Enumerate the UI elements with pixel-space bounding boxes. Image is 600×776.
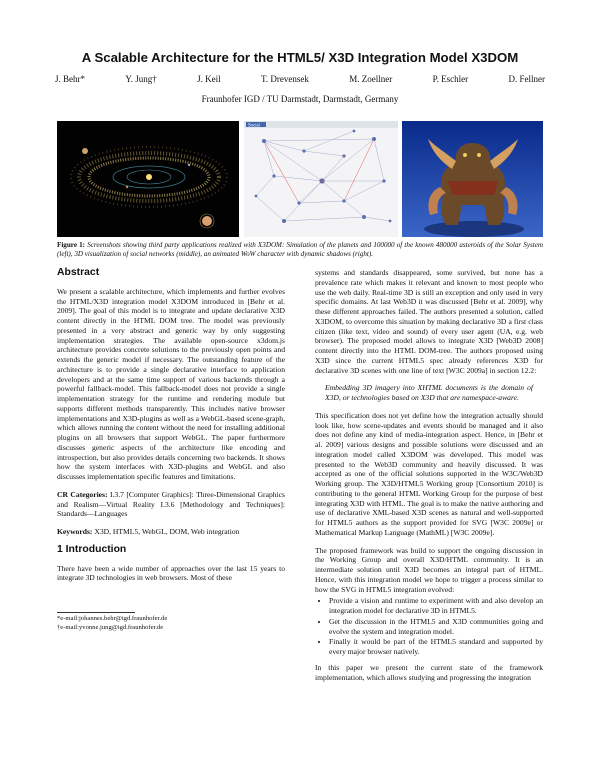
keywords [57, 527, 285, 537]
bullet-list [315, 596, 543, 657]
footnotes [57, 612, 285, 632]
paragraph: This specification does not yet define how the integration actually should look like, how scene-updates and events should be managed and it also does not define any kind of media-integration aspect. Hence, in [Behr et al. 2009] various designs and possible solutions were discussed and an integration model called X3DOM was developed. This model was presented to the Web3D community and heavily discussed. It was accepted as one of the official solutions supported in the W3C/Web3D Working group. The X3D/HTML5 Working group [Consortium 2010] is contributing to the general HTML Working Group for the purpose of best integrating X3D with HTML. The goal is to make the native authoring and use of declarative XML-based X3D scenes as natural and well-supported for HTML5 authors as the support provided for SVG [W3C 2009e] or Mathematical Markup Language (MathML) [W3C 2009e]. [315, 410, 543, 537]
list-item: • Finally it would be part of the HTML5 standard and supported by every major browser natively. [329, 637, 543, 657]
social-network-image [244, 121, 398, 237]
footnote: †e-mail:yvonne.jung@igd.fraunhofer.de [57, 623, 164, 631]
author: M. Zoellner [349, 74, 393, 84]
paragraph: In this paper we present the current state of the framework implementation, which allows studying and progressing the integration [315, 662, 543, 682]
author-list [55, 74, 545, 84]
author: Y. Jung† [125, 74, 157, 84]
figure-caption [57, 241, 543, 260]
figure-panel-solar-system [57, 121, 239, 237]
solar-system-image [57, 121, 239, 237]
caption-text: Screenshots showing third party applications realized with X3DOM: Simulation of the planets and 100000 of the known 480000 asteroids of the Solar System (left), 3D visualization of social networks (middle), an animated WoW character with dynamic shadows (right). [57, 241, 543, 259]
abstract-text: We present a scalable architecture, which implements and further evolves the HTML/X3D integration model X3DOM introduced in [Behr et al. 2009]. The goal of this model is to integrate and update declarative X3D content directly in the HTML DOM tree. The model was previously presented in a very abstract and generic way by only suggesting implementation strategies. The available open-source x3dom.js architecture provides concrete solutions to the previously open points and extends the generic model if necessary. The outstanding feature of the architecture is to provide a single declarative interface to application developers and at the same time support of various backends through a powerful fallback-model. This fallback-model does not provide a single implementation strategy for the runtime and rendering module but supports different methods transparently. This includes native browser implementations and X3D-plugins as well as a WebGL-based scene-graph, which allows running the content without the need for installing additional plugins on all browsers that support WebGL. The paper furthermore discusses generic aspects of the architecture like encoding and introspection, but also provides details concerning two backends. It shows how the system interfaces with X3D-plugins and WebGL and also discusses implementation specific features and limitations. [57, 286, 285, 481]
cr-text: I.3.7 [Computer Graphics]: Three-Dimensional Graphics and Realism—Virtual Reality I.3.6 [Methodology and Techniques]: Standards—Languages [57, 489, 285, 519]
list-item: • Get the discussion in the HTML5 and X3D communities going and evolve the system and integration model. [329, 617, 543, 637]
list-item: • Provide a vision and runtime to experiment with and also develop an integration model for declarative 3D in HTML5. [329, 596, 543, 616]
affiliation: Fraunhofer IGD / TU Darmstadt, Darmstadt, Germany [201, 94, 399, 104]
figure-panel-wow-character [402, 121, 543, 237]
wow-character-image [402, 121, 543, 237]
paragraph: The proposed framework was build to support the ongoing discussion in the Working Group and overall X3D/HTML community. It is an intermediate solution until X3D becomes an integral part of HTML. Hence, with this integration model we hope to trigger a process similar to how the SVG in HTML5 integration evolved: [315, 545, 543, 594]
intro-heading: 1 Introduction [57, 543, 127, 555]
panel-label: Social [248, 122, 260, 128]
cr-label: CR Categories: [57, 489, 108, 499]
author: J. Behr* [55, 74, 85, 84]
caption-label: Figure 1: [57, 241, 86, 249]
left-column [57, 268, 285, 583]
author: P. Eschler [432, 74, 469, 84]
author: J. Keil [197, 74, 221, 84]
paragraph: systems and standards disappeared, some survived, but none has a prevalence rate which makes it relevant and known to most people who use the web daily. Real-time 3D is still an exception and only used in very specific domains. At last Web3D it was discussed [Behr et al. 2009], why these different approaches failed. The authors presented a solution, called X3DOM, to overcome this situation by making declarative 3D a first class citizen (like text, video and sound) of every user agent (UA, e.g. web browser). The proposed model allows to integrate X3D [Web3D 2008] content directly into the HTML DOM-tree. The authors proposed using X3D since the current HTML5 spec already references X3D for declarative 3D scenes with one line of text [W3C 2009a] in section 12.2: [315, 268, 543, 375]
footnote: *e-mail:johannes.behr@igd.fraunhofer.de [57, 615, 168, 622]
figure-panel-social-network [244, 121, 398, 237]
quote: Embedding 3D imagery into XHTML documents is the domain of X3D, or technologies based on X3D that are namespace-aware. [325, 383, 533, 402]
abstract-heading: Abstract [57, 267, 100, 278]
cr-categories [57, 490, 285, 519]
keywords-label: Keywords: [57, 527, 93, 536]
keywords-text: X3D, HTML5, WebGL, DOM, Web integration [94, 527, 240, 536]
right-column [315, 268, 543, 682]
intro-text: There have been a wide number of approaches over the last 15 years to integrate 3D technologies in web browsers. Most of these [57, 563, 285, 583]
paper-title: A Scalable Architecture for the HTML5/ X3D Integration Model X3DOM [81, 50, 519, 65]
author: T. Drevensek [261, 74, 309, 84]
author: D. Fellner [508, 74, 545, 84]
footnote-rule [57, 612, 135, 613]
